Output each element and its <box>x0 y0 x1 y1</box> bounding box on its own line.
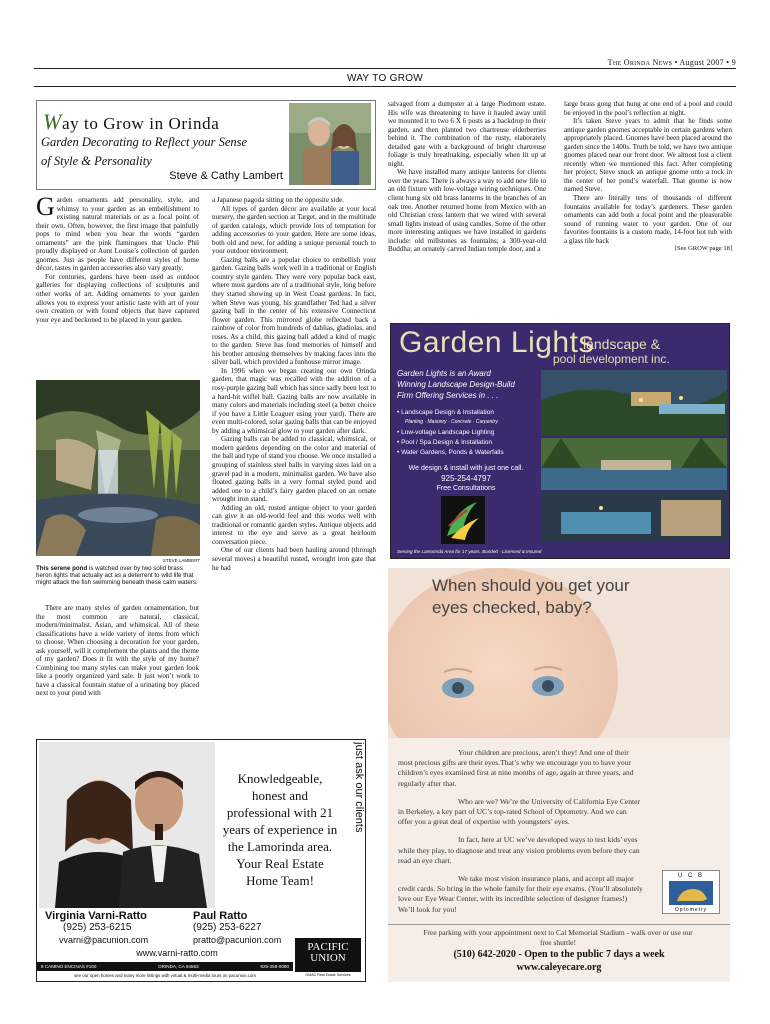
article-subtitle: Garden Decorating to Reflect your Sense of Style & Personality <box>41 135 248 168</box>
eye-para3: In fact, here at UC we’ve developed ways to test kids’ eyes while they play, to diagnose and treat any vision problems even before they can read an eye chart. <box>398 835 640 865</box>
logo-line2: UNION <box>310 952 346 964</box>
realty-side-text: just ask our clients <box>353 742 365 833</box>
gl-phone[interactable]: 925-254-4797 <box>441 474 491 483</box>
office-city: ORINDA, CA 94563 <box>158 964 199 969</box>
col2-para1: a Japanese pagoda sitting on the opposite side. <box>212 196 344 204</box>
page-header: The Orinda News • August 2007 • 9 <box>607 58 736 67</box>
eye-para2: Who are we? We’re the University of California Eye Center in Berkeley, a key part of UC’s top-rated School of Optometry. And we can offer you a great deal of expertise with youngsters’ eyes. <box>398 796 641 827</box>
title-initial: W <box>43 109 62 134</box>
eye-headline-2: eyes checked, baby? <box>432 598 592 617</box>
gl-photo-2 <box>541 438 727 490</box>
ucb-logo-bottom: Optometry <box>674 907 708 913</box>
photo-credit: STEVE LAMBERT <box>162 558 200 563</box>
article-column-1-continued <box>36 604 199 698</box>
gl-photo-3 <box>541 492 727 542</box>
logo-line1: PACIFIC <box>307 941 349 953</box>
col3-para2: We have installed many antique lanterns for clients over the years. There is always a way to add new life to an old fixture with low-voltage wiring techniques. One client hung six old brass lanterns in the branches of an oak tree. Another returned home from Mexico with an old Christian cross lantern that we wired with several small lights instead of using candles. Some of the other more interesting antiques we have installed in gardens include: old millstones as fountains; a 300-year-old Buddha; an ornately carved Indian temple door, and a <box>388 168 546 254</box>
garden-lights-ad[interactable] <box>390 323 730 559</box>
eye-website[interactable]: www.caleyecare.org <box>516 962 602 973</box>
eye-headline-1: When should you get your <box>432 576 630 595</box>
gl-cta <box>391 464 541 494</box>
article-column-1 <box>36 192 199 324</box>
agent1-name: Virginia Varni-Ratto <box>45 910 147 922</box>
col4-para3: There are literally tens of thousands of different fountains available for today’s gardeners. These garden ornaments can add both a focal point and the pleasurable sound of running water to your garden. One of our favorites fountains is a custom made, 14-foot hot tub with a glass tile back <box>564 194 732 245</box>
gl-footer: Serving the Lamorinda Area for 17 years. Bonded - Licensed & Insured <box>397 549 542 554</box>
article-column-3 <box>388 100 546 254</box>
gl-service-3: • Low-voltage Landscape Lighting <box>397 429 495 436</box>
eye-footer-rule <box>388 924 730 925</box>
office-phone[interactable]: 925-258-0090 <box>260 964 289 969</box>
caption-text: is watched over by two solid brass heron lights that actually act as a deterrent to wild life that might attack the fish swimming beneath these calm waters. <box>36 565 198 587</box>
agent2-name: Paul Ratto <box>193 910 248 922</box>
realty-headline: Knowledgeable, honest and professional with 21 years of experience in the Lamorinda area. Your Real Estate Home Team! <box>222 771 338 888</box>
ucb-optometry-logo <box>662 870 720 914</box>
eye-para1: Your children are precious, aren’t they! And one of their most precious gifts are their eyes.That’s why we encourage you to have your children’s eyes examined first at nine months of age, again at three years, and regularly after that. <box>398 748 634 788</box>
office-address: 8 CAMINO ENCINAS #100 <box>41 964 97 969</box>
gl-service-2: Planting · Masonry · Concrete · Carpentry <box>405 419 498 425</box>
gl-photo-1 <box>541 370 727 436</box>
logo-subtext: GMAC Real Estate Services <box>305 973 351 977</box>
gl-tagline-1: landscape & <box>583 336 661 352</box>
realty-footer: see our open homes and many more listings with virtual & multi-media tours on pacunion.com <box>73 973 257 978</box>
masthead: The Orinda News <box>607 58 673 67</box>
col4-para2: It’s taken Steve years to admit that he finds some antique garden gnomes acceptable in certain gardens when appropriately placed. Gnomes have been placed around the garden since the 1400s. Truth be told, we have two antique gnomes placed near our front door. We almost lost a client recently when we mentioned this fact. After completing her project, Steve snuck an antique gnome onto a rock in the center of her pond’s waterfall. That gnome is now named Steve. <box>564 117 732 194</box>
agent1-phone[interactable]: (925) 253-6215 <box>63 922 132 933</box>
page-number: 9 <box>731 58 736 67</box>
col2-para7: One of our clients had been hauling around (through several moves) a beautiful rusted, wrought iron gate that he had <box>212 546 376 572</box>
realty-ad[interactable] <box>36 739 366 982</box>
col1-para3: There are many styles of garden ornamentation, but the most common are natural, classical, modern/minimalist, Asian, and whimsical. All of these classifications have a wide variety of items from which to choose. When choosing a decoration for your garden, ask yourself, will it complement the plants and the theme of my garden? Does it fit with the style of my home? Combining too many styles can make your garden look like a poorly organized yard sale. It just won’t work to have a classical fountain statue of a urinating boy placed next to your pond with <box>36 604 199 698</box>
gl-service-5: • Water Gardens, Ponds & Waterfalls <box>397 449 504 456</box>
article-column-2 <box>212 196 376 572</box>
gl-brand: Garden Lights <box>399 326 594 359</box>
article-column-4 <box>564 100 732 254</box>
agent2-email[interactable]: pratto@pacunion.com <box>193 935 282 945</box>
eye-phone-line[interactable]: (510) 642-2020 - Open to the public 7 days a week <box>453 949 665 960</box>
photo-caption <box>36 565 200 587</box>
realty-address-bar <box>37 962 293 971</box>
article-title <box>43 109 219 135</box>
col1-para1: arden ornaments add personality, style, and whimsy to your garden as an embellishment to existing natural materials or as a focal point of their own. Often, however, the first image that painfully pops to mind when you hear the words “garden ornaments” are the pink flamingoes that Uncle Phil proudly displayed or Aunt Louise’s collection of garden gnomes. Just as people have different styles of home décor, tastes in garden accessories also vary greatly. <box>36 196 199 273</box>
gl-services <box>397 408 537 458</box>
col1-para2: For centuries, gardens have been used as outdoor galleries for displaying collections of sculptures and other works of art. Adding ornaments to your garden allows you to express your artistic taste with art of your own creation or with found objects that have captured your eye and beckoned to be placed in your garden. <box>36 272 199 324</box>
bear-icon <box>663 879 719 907</box>
col3-para1: salvaged from a dumpster at a large Piedmont estate. His wife was threatening to have it hauled away until we mounted it to two 6 X 6 posts as a backdrop to their garden, and then planted two chartreuse elderberries behind it. The combination of the rusty, elaborately detailed gate with a background of bright chartreuse foliage is truly breathtaking, especially when lit up at night. <box>388 100 546 168</box>
section-title: WAY TO GROW <box>346 73 424 84</box>
article-byline: Steve & Cathy Lambert <box>169 170 283 182</box>
col2-para6: Adding an old, rusted antique object to your garden can give it an old-world feel and this works well with traditional or romantic garden styles. Antique objects add interest to the eye and serve as a great heirloom conversation piece. <box>212 503 376 546</box>
issue-date: August 2007 <box>679 58 724 67</box>
ucb-logo-top: U C B <box>677 873 704 879</box>
realty-website[interactable]: www.varni-ratto.com <box>136 948 218 958</box>
col4-para1: large brass gong that hung at one end of a pool and could be enjoyed in the pool’s reflection at night. <box>564 100 732 117</box>
col2-para4: In 1996 when we began creating our own Orinda garden, that magic was recalled with the addition of a rosy-purple gazing ball which has since sadly been lost to a hard-hit wiffel ball. Gazing balls are now available in many colors and materials including steel (a better choice if you have a Little Leaguer using your yard). There are even multi-colored, solar gazing balls that can be enjoyed by adding a whimsical glow to your garden after dark. <box>212 366 376 435</box>
header-rule <box>34 68 736 69</box>
agent2-phone[interactable]: (925) 253-6227 <box>193 922 262 933</box>
gl-logo <box>441 496 485 544</box>
eye-body <box>398 748 643 915</box>
gl-cta-text: We design & install with just one call. <box>408 465 524 472</box>
title-rest: ay to Grow in Orinda <box>61 114 220 133</box>
caption-lead: This serene pond <box>36 565 88 572</box>
col2-para3: Gazing balls are a popular choice to embellish your garden. Gazing balls work well in a traditional or English country style garden. They were very popular back east, where most gardens are of a traditional style, long before they started showing up in West Coast gardens. In fact, when Steve was young, his grandfather Ted had a silver gazing ball in the center of his extensive Connecticut flower garden. This mirrored globe reflected back a rainbow of color from hundreds of dahlias, gladiolas, and roses. As a child, this gazing ball added a kind of magic to the garden. Steve has fond memories of himself and his brother amusing themselves by making faces into the silver ball, which provided a funhouse mirror image. <box>212 255 376 367</box>
eye-para4: We take most vision insurance plans, and accept all major credit cards. So bring in the whole family for their eye exams. (You’ll absolutely love our Eye Wear Center, with its incredible selection of designer frames!) We’ll look for you! <box>398 874 643 914</box>
eye-parking: Free parking with your appointment next to Cal Memorial Stadium - walk over or use our free shuttle! <box>423 928 693 947</box>
gl-intro: Garden Lights is an Award Winning Landscape Design-Build Firm Offering Services in . . . <box>397 369 515 400</box>
pond-photo <box>36 380 200 556</box>
col2-para2: All types of garden décor are available at your local nursery, the garden section at Target, and in the multitude of garden catalogs, which provide lots of temptation for adding accessories to your garden. Here are some ideas, both old and new, for adding a unique personal touch to your outdoor environment. <box>212 204 376 256</box>
agent1-email[interactable]: vvarni@pacunion.com <box>59 935 149 945</box>
gl-tagline-2: pool development inc. <box>553 352 670 366</box>
drop-cap: G <box>36 192 55 221</box>
col2-para5: Gazing balls can be added to classical, whimsical, or modern gardens depending on the color and material of the ball and type of stand you choose. We once installed a grouping of stainless steel balls in varying sizes laid on a gravel pad in a modern, minimalist garden. We have also floated gazing balls in a very formal styled pond and added one to a child’s fairy garden placed on an ornate wrought iron stand. <box>212 435 376 504</box>
gl-service-1: • Landscape Design & Installation <box>397 409 494 416</box>
continued-jump[interactable]: [See GROW page 18] <box>674 245 732 253</box>
agents-photo <box>39 742 215 908</box>
gl-service-4: • Pool / Spa Design & Installation <box>397 439 493 446</box>
pacific-union-logo <box>295 938 361 972</box>
author-photo <box>289 103 371 185</box>
agent-1 <box>45 910 195 946</box>
eye-center-ad[interactable] <box>388 568 730 982</box>
gl-consult: Free Consultations <box>436 485 496 492</box>
section-rule <box>34 86 736 87</box>
article-title-box <box>36 100 376 190</box>
